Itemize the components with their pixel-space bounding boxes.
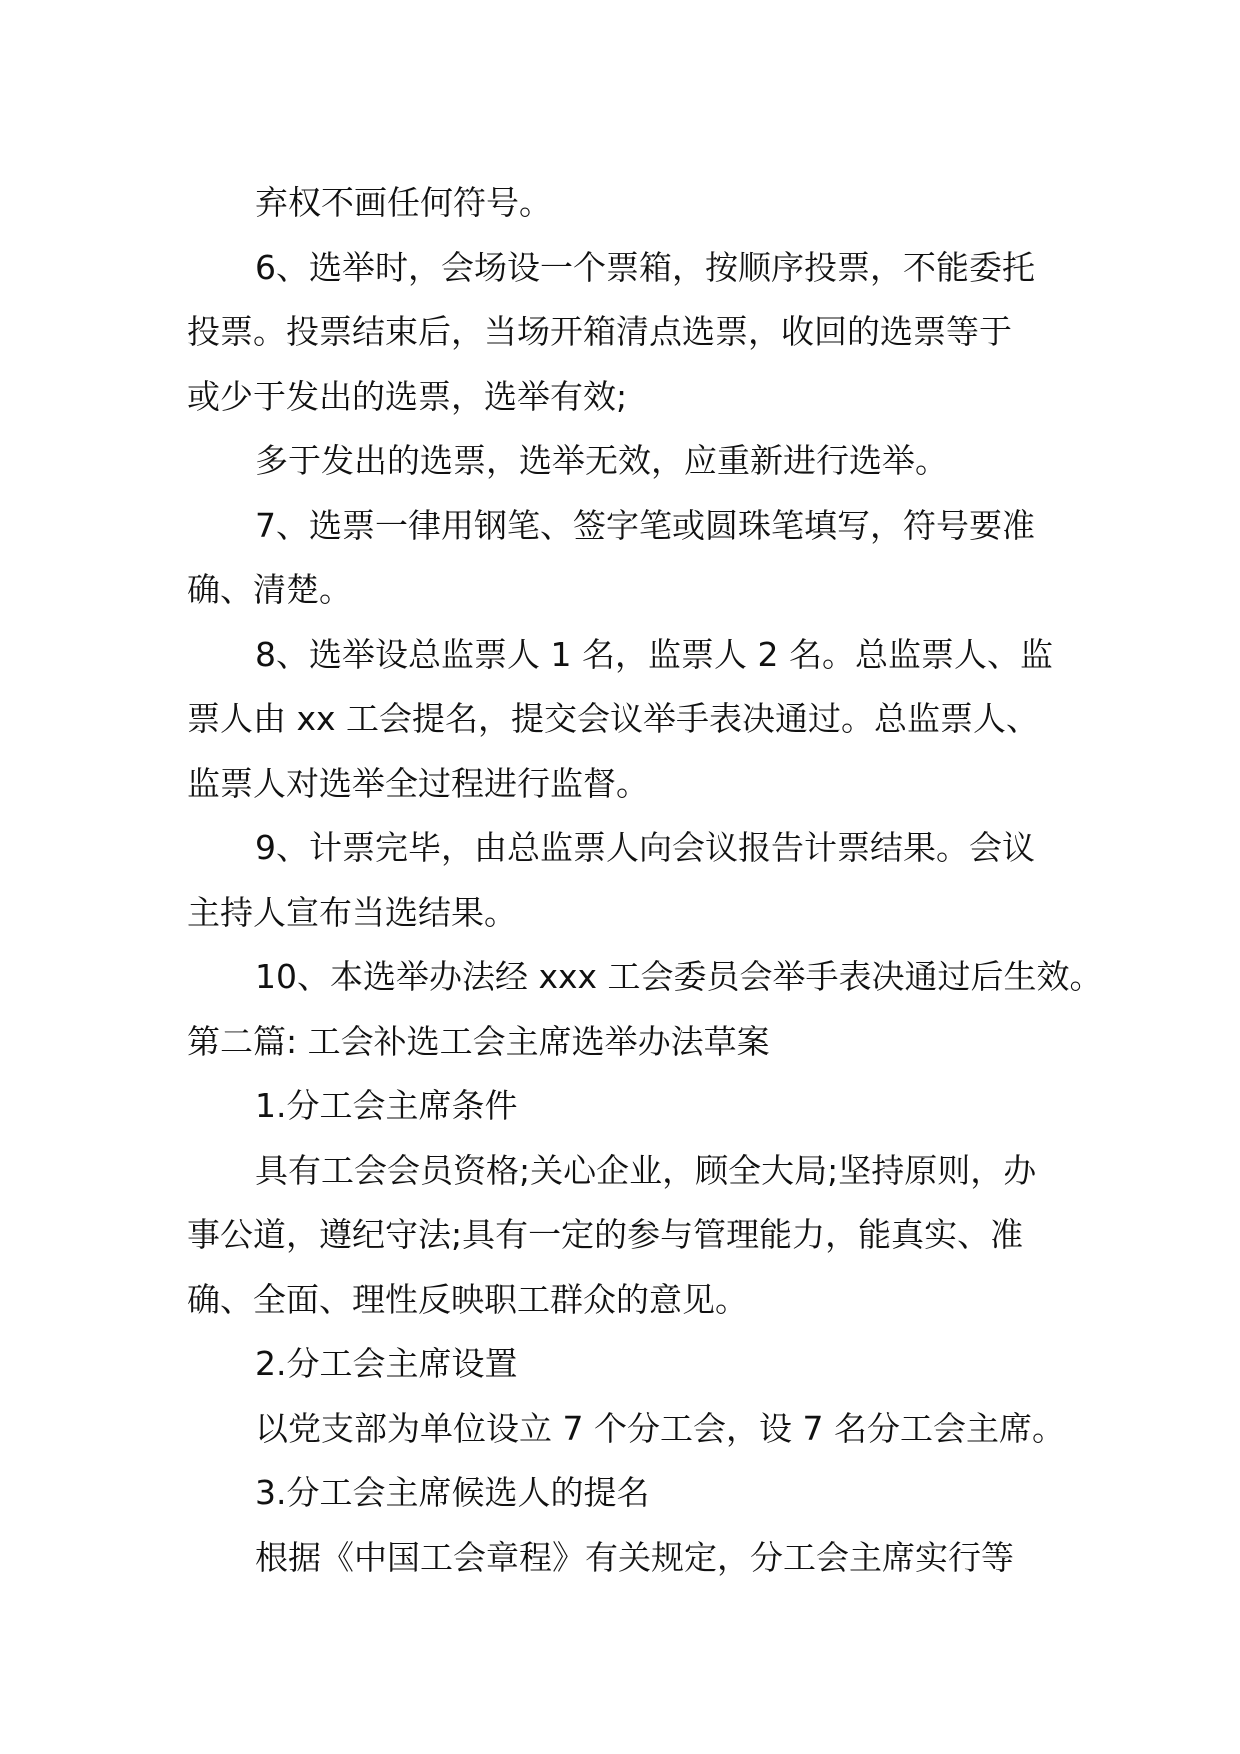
text-line: 投票。投票结束后，当场开箱清点选票，收回的选票等于 [187, 312, 1012, 351]
subheading: 3.分工会主席候选人的提名 [255, 1473, 650, 1512]
text-line: 确、全面、理性反映职工群众的意见。 [187, 1279, 748, 1319]
text-line: 7、选票一律用钢笔、签字笔或圆珠笔填写，符号要准 [255, 505, 1035, 545]
text-line: 9、计票完毕，由总监票人向会议报告计票结果。会议 [255, 828, 1035, 867]
text-line: 8、选举设总监票人 1 名，监票人 2 名。总监票人、监 [255, 634, 1053, 674]
text-line: 或少于发出的选票，选举有效; [187, 376, 628, 416]
text-line: 监票人对选举全过程进行监督。 [187, 763, 649, 803]
text-line: 以党支部为单位设立 7 个分工会，设 7 名分工会主席。 [255, 1408, 1065, 1448]
text-line: 事公道，遵纪守法;具有一定的参与管理能力，能真实、准 [187, 1215, 1024, 1254]
text-line: 6、选举时，会场设一个票箱，按顺序投票，不能委托 [255, 247, 1035, 287]
text-line: 多于发出的选票，选举无效，应重新进行选举。 [255, 441, 948, 480]
section-heading: 第二篇: 工会补选工会主席选举办法草案 [187, 1021, 770, 1061]
document-body [187, 171, 1103, 1590]
text-line: 确、清楚。 [187, 570, 352, 609]
subheading: 2.分工会主席设置 [255, 1344, 518, 1383]
text-line: 具有工会会员资格;关心企业，顾全大局;坚持原则，办 [255, 1150, 1037, 1190]
text-line: 弃权不画任何符号。 [255, 183, 552, 222]
text-line: 10、本选举办法经 xxx 工会委员会举手表决通过后生效。 [255, 957, 1103, 996]
subheading: 1.分工会主席条件 [255, 1086, 518, 1125]
text-line: 主持人宣布当选结果。 [187, 892, 517, 932]
text-line: 票人由 xx 工会提名，提交会议举手表决通过。总监票人、 [187, 699, 1040, 738]
text-line: 根据《中国工会章程》有关规定，分工会主席实行等 [255, 1537, 1014, 1577]
